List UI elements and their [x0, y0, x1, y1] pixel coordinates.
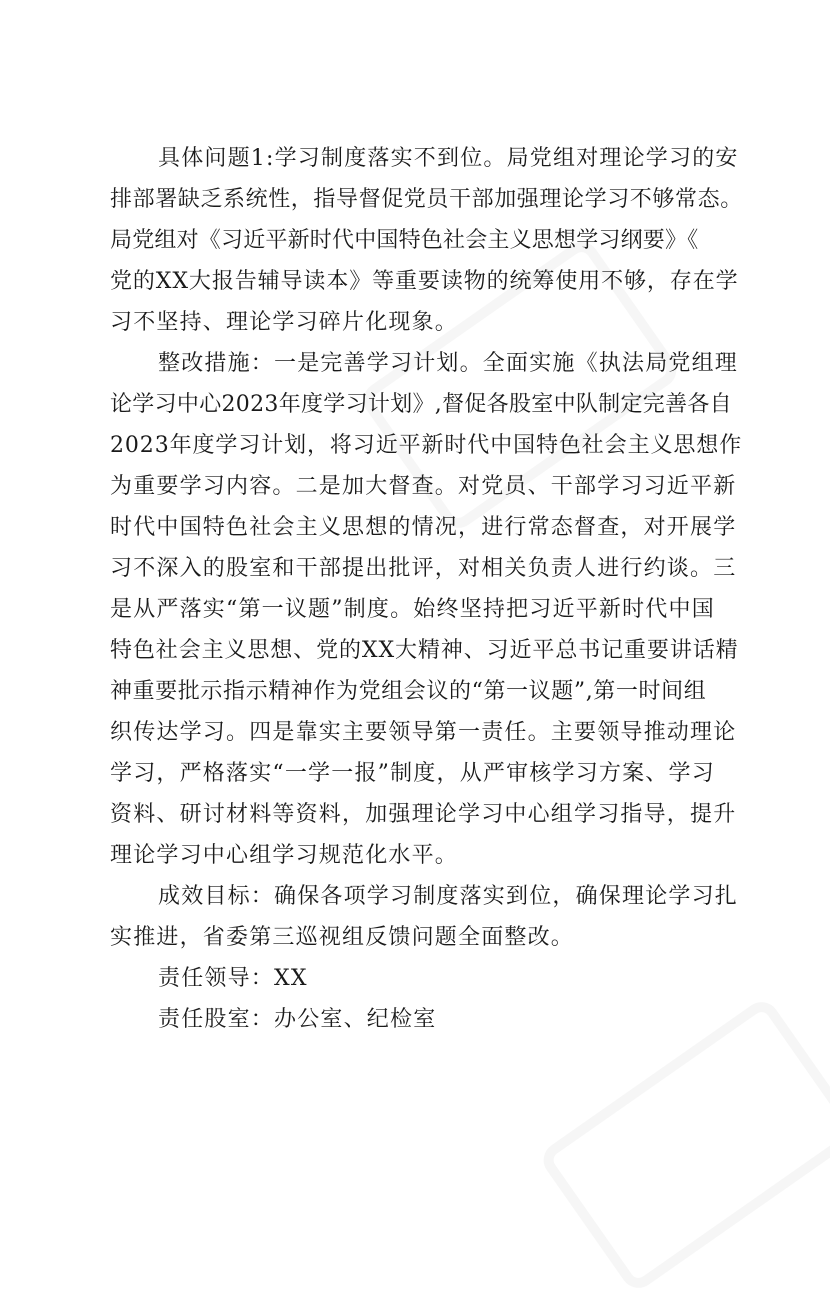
text-line: 织传达学习。四是靠实主要领导第一责任。主要领导推动理论	[110, 720, 737, 745]
text-line: 党的XX大报告辅导读本》等重要读物的统筹使用不够，存在学	[110, 269, 739, 294]
text-line: 论学习中心2023年度学习计划》,督促各股室中队制定完善各自	[110, 392, 732, 417]
text-line: 2023年度学习计划，将习近平新时代中国特色社会主义思想作	[110, 433, 743, 458]
paragraph-problem	[110, 138, 743, 343]
paragraph-goals	[110, 876, 739, 958]
responsible-leader: 责任领导：XX	[158, 966, 308, 991]
text-line: 为重要学习内容。二是加大督查。对党员、干部学习习近平新	[110, 474, 737, 499]
responsible-department: 责任股室：办公室、纪检室	[158, 1007, 437, 1032]
text-line: 成效目标：确保各项学习制度落实到位，确保理论学习扎	[158, 884, 739, 909]
text-line: 整改措施：一是完善学习计划。全面实施《执法局党组理	[158, 351, 739, 376]
text-line: 具体问题1:学习制度落实不到位。局党组对理论学习的安	[158, 146, 739, 171]
paragraph-measures	[110, 343, 743, 876]
text-line: 理论学习中心组学习规范化水平。	[110, 843, 459, 868]
text-line: 学习，严格落实“一学一报”制度，从严审核学习方案、学习	[110, 761, 715, 786]
text-line: 局党组对《习近平新时代中国特色社会主义思想学习纲要》《	[110, 228, 699, 253]
text-line: 习不坚持、理论学习碎片化现象。	[110, 310, 459, 335]
text-line: 习不深入的股室和干部提出批评，对相关负责人进行约谈。三	[110, 556, 737, 581]
text-line: 神重要批示指示精神作为党组会议的“第一议题”,第一时间组	[110, 679, 707, 704]
text-line: 资料、研讨材料等资料，加强理论学习中心组学习指导，提升	[110, 802, 737, 827]
text-line: 时代中国特色社会主义思想的情况，进行常态督查，对开展学	[110, 515, 737, 540]
watermark-logo	[537, 995, 830, 1295]
text-line: 排部署缺乏系统性，指导督促党员干部加强理论学习不够常态。	[110, 187, 743, 212]
text-line: 实推进，省委第三巡视组反馈问题全面整改。	[110, 925, 575, 950]
document-body	[110, 138, 743, 1040]
text-line: 特色社会主义思想、党的XX大精神、习近平总书记重要讲话精	[110, 638, 739, 663]
text-line: 是从严落实“第一议题”制度。始终坚持把习近平新时代中国	[110, 597, 715, 622]
